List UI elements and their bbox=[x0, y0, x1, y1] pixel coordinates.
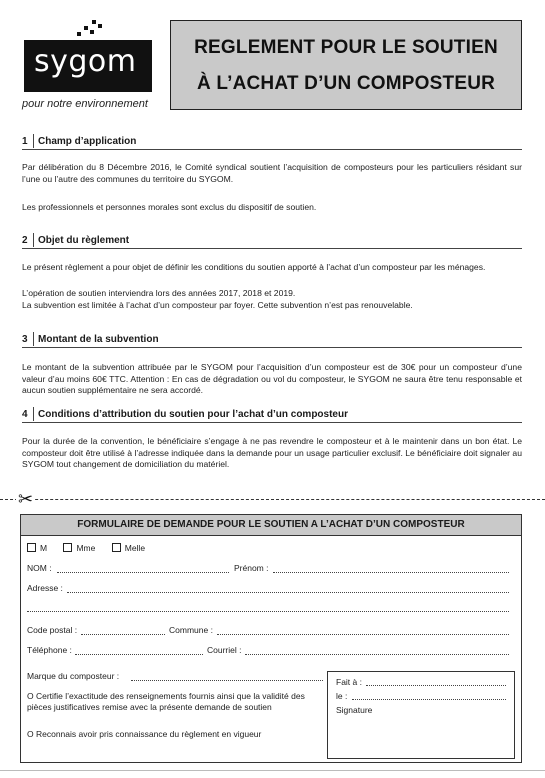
section-4-paragraph: Pour la durée de la convention, le bénéficiaire s’engage à ne pas revendre le composteur et à le maintenir dans un bon état. Le composteur doit être utilisé à l’adresse indiquée dans la demande pour un usage particulier exclusif. Le bénéficiaire doit signaler au SYGOM tout changement de domiciliation du matériel. bbox=[22, 436, 522, 469]
section-2-paragraph: Le présent règlement a pour objet de définir les conditions du soutien apporté à l’achat d’un composteur par les ménages. bbox=[22, 262, 486, 272]
signature-box bbox=[327, 671, 515, 759]
code-postal-field[interactable] bbox=[81, 634, 165, 635]
section-number: 3 bbox=[22, 333, 28, 345]
checkbox-icon[interactable] bbox=[27, 543, 36, 552]
section-heading: Objet du règlement bbox=[38, 234, 130, 246]
reconnais-statement[interactable]: O Reconnais avoir pris connaissance du règlement en vigueur bbox=[27, 729, 262, 739]
section-3-header bbox=[22, 331, 522, 348]
commune-label: Commune : bbox=[169, 625, 213, 635]
commune-field[interactable] bbox=[217, 634, 509, 635]
certifie-statement[interactable]: O Certifie l’exactitude des renseignements fournis ainsi que la validité des pièces justificatives remise avec la présente demande de soutien bbox=[27, 691, 305, 712]
section-heading: Conditions d’attribution du soutien pour l’achat d’un composteur bbox=[38, 408, 348, 420]
section-1-paragraph: Les professionnels et personnes morales sont exclus du dispositif de soutien. bbox=[22, 202, 317, 212]
adresse-field[interactable] bbox=[67, 592, 509, 593]
prenom-field[interactable] bbox=[273, 572, 509, 573]
logo-tagline: pour notre environnement bbox=[22, 98, 148, 110]
section-number: 2 bbox=[22, 234, 28, 246]
section-heading: Montant de la subvention bbox=[38, 333, 159, 345]
marque-field[interactable] bbox=[131, 680, 323, 681]
page-bottom-rule bbox=[0, 770, 545, 771]
fait-a-label: Fait à : bbox=[336, 677, 362, 687]
code-postal-label: Code postal : bbox=[27, 625, 78, 635]
date-field[interactable] bbox=[352, 699, 506, 700]
section-heading: Champ d’application bbox=[38, 135, 137, 147]
prenom-label: Prénom : bbox=[234, 563, 269, 573]
adresse-label: Adresse : bbox=[27, 583, 63, 593]
section-number: 4 bbox=[22, 408, 28, 420]
telephone-label: Téléphone : bbox=[27, 645, 72, 655]
section-3-paragraph: Le montant de la subvention attribuée par le SYGOM pour l’acquisition d’un composteur est de 30€ pour un composteur d’une valeur d’au moins 60€ TTC. Attention : En cas de dégradation ou vol du composteur, le SYGOM ne saura être tenu responsable et aucun soutien supplémentaire ne sera accordé. bbox=[22, 362, 522, 395]
section-1-paragraph: Par délibération du 8 Décembre 2016, le Comité syndical soutient l’acquisition de composteurs pour les particuliers résidant sur l’une ou l’autre des communes du territoire du SYGOM. bbox=[22, 162, 522, 184]
civility-options bbox=[27, 543, 145, 553]
nom-label: NOM : bbox=[27, 563, 52, 573]
civility-melle[interactable]: Melle bbox=[112, 543, 145, 553]
scissors-icon: ✂ bbox=[18, 489, 34, 509]
civility-m[interactable]: M bbox=[27, 543, 47, 553]
le-label: le : bbox=[336, 691, 348, 701]
title-line-2: À L’ACHAT D’UN COMPOSTEUR bbox=[196, 73, 496, 94]
document-title bbox=[170, 20, 522, 110]
fait-a-field[interactable] bbox=[366, 685, 506, 686]
sygom-logo bbox=[22, 18, 162, 118]
section-2-paragraph: L’opération de soutien interviendra lors des années 2017, 2018 et 2019. bbox=[22, 288, 296, 298]
cut-line bbox=[0, 499, 545, 500]
marque-label: Marque du composteur : bbox=[27, 671, 120, 681]
telephone-field[interactable] bbox=[75, 654, 203, 655]
logo-name: sygom bbox=[34, 44, 137, 79]
nom-field[interactable] bbox=[57, 572, 229, 573]
request-form bbox=[20, 514, 522, 763]
checkbox-icon[interactable] bbox=[112, 543, 121, 552]
courriel-field[interactable] bbox=[245, 654, 509, 655]
section-2-header bbox=[22, 232, 522, 249]
checkbox-icon[interactable] bbox=[63, 543, 72, 552]
courriel-label: Courriel : bbox=[207, 645, 242, 655]
adresse-field-2[interactable] bbox=[27, 611, 509, 612]
title-line-1: REGLEMENT POUR LE SOUTIEN bbox=[194, 37, 498, 58]
section-1-header bbox=[22, 133, 522, 150]
section-2-paragraph: La subvention est limitée à l’achat d’un composteur par foyer. Cette subvention n’est pas renouvelable. bbox=[22, 300, 413, 310]
civility-mme[interactable]: Mme bbox=[63, 543, 95, 553]
section-number: 1 bbox=[22, 135, 28, 147]
form-title: FORMULAIRE DE DEMANDE POUR LE SOUTIEN A L’ACHAT D’UN COMPOSTEUR bbox=[21, 515, 521, 536]
section-4-header bbox=[22, 406, 522, 423]
signature-label: Signature bbox=[336, 705, 373, 715]
